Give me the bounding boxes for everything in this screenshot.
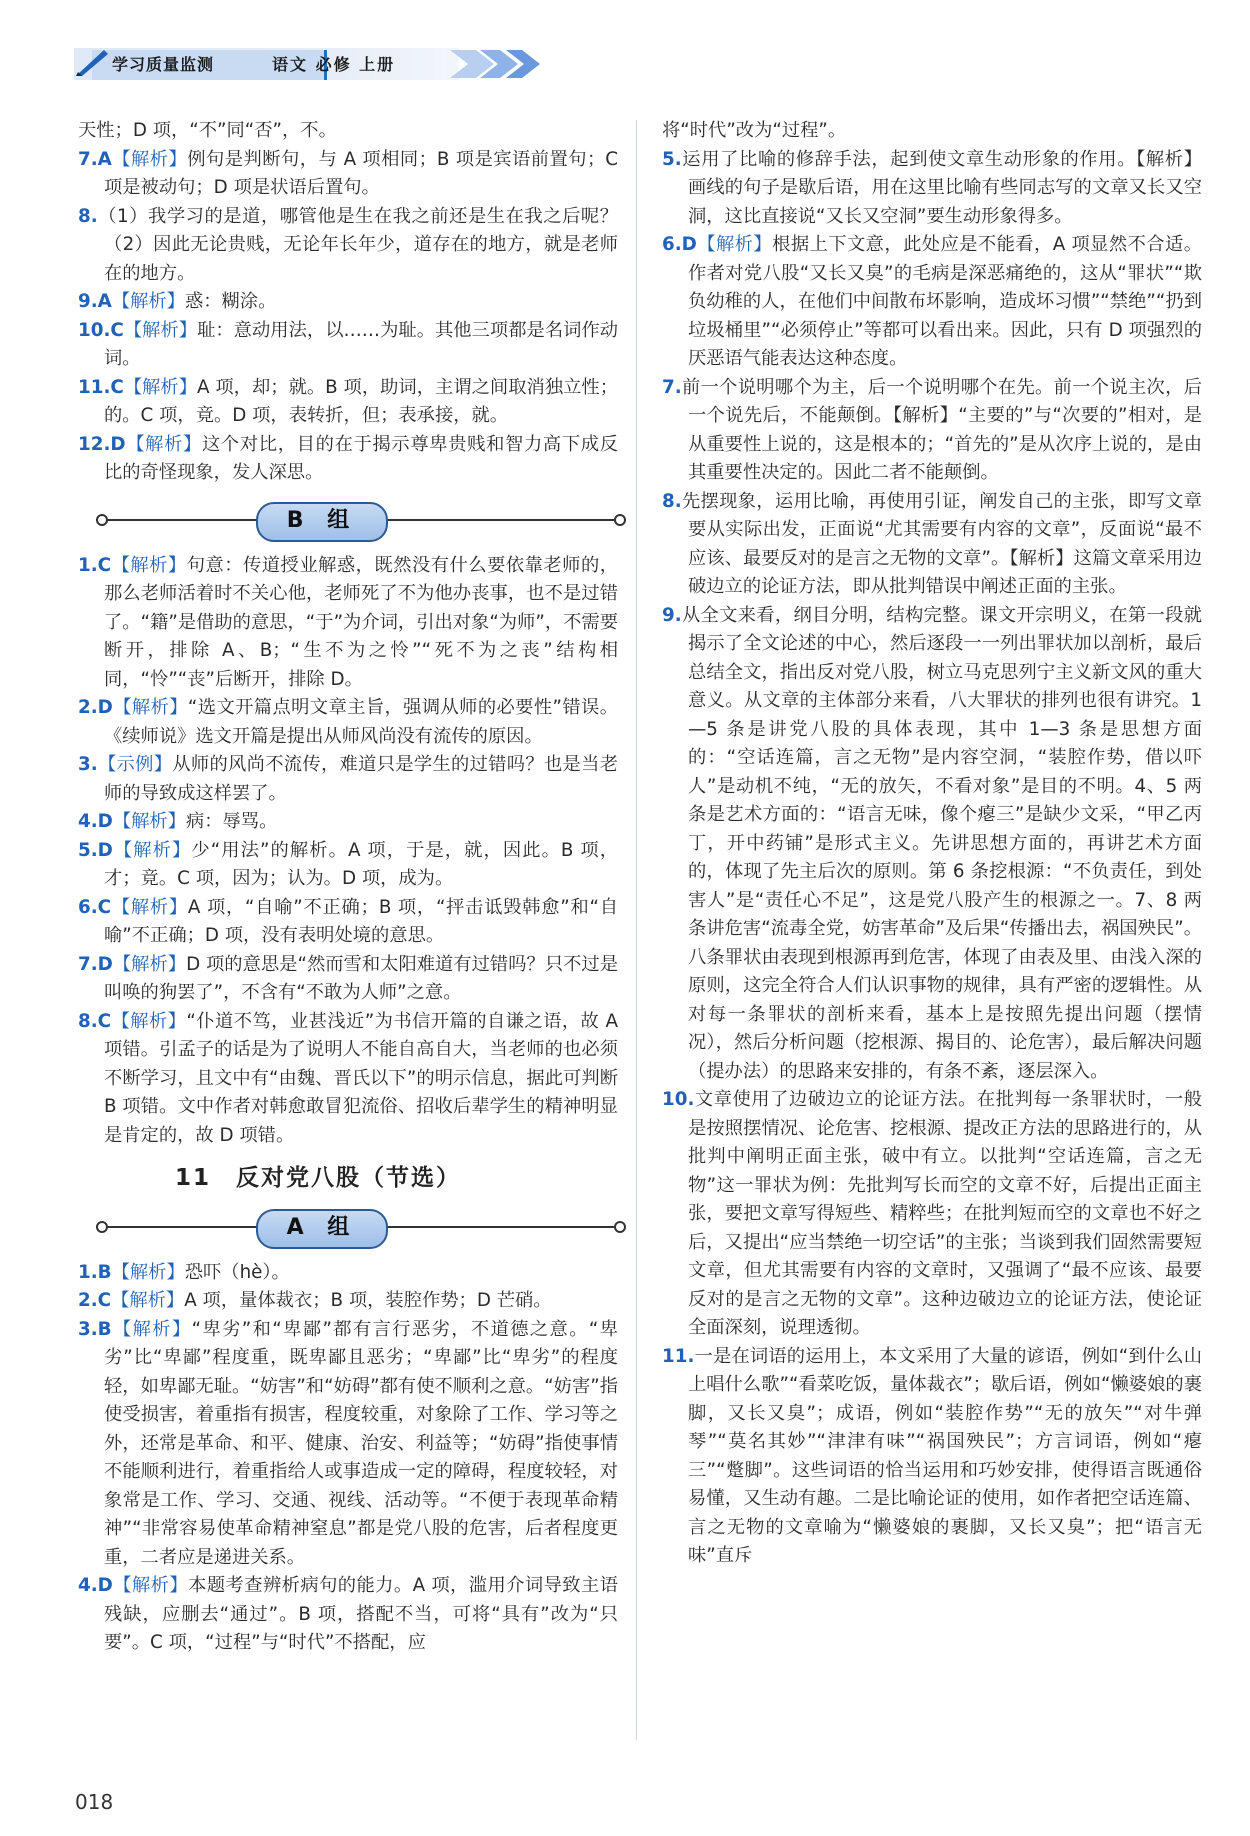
answer-item: [662, 231, 1202, 374]
answer-number: 9.A: [78, 291, 112, 312]
analysis-tag: 【解析】: [111, 1261, 185, 1283]
answer-text: 这个对比，目的在于揭示尊卑贵贱和智力高下成反比的奇怪现象，发人深思。: [104, 433, 619, 483]
left-column: [78, 117, 618, 1658]
analysis-tag: 【解析】: [112, 839, 192, 861]
answer-number: 12.D: [78, 433, 126, 455]
answer-item: [78, 951, 618, 1008]
answer-text: （1）我学习的是道，哪管他是生在我之前还是生在我之后呢？（2）因此无论贵贱，无论年长年少，道存在的地方，就是老师在的地方。: [97, 205, 618, 284]
analysis-tag: 【解析】: [112, 1575, 189, 1596]
group-a-header: [78, 1201, 618, 1251]
section-title: 11 反对党八股（节选）: [174, 1165, 461, 1191]
answer-item: [78, 894, 618, 951]
answer-item: [78, 1259, 618, 1288]
answer-item: [662, 117, 1202, 146]
answer-number: 8.: [662, 490, 682, 512]
answer-number: 7.A: [78, 148, 112, 170]
analysis-tag: 【解析】: [111, 1010, 187, 1032]
analysis-tag: 【解析】: [112, 953, 187, 975]
group-a-badge: A 组: [256, 1209, 388, 1249]
analysis-tag: 【解析】: [112, 697, 188, 718]
page-header: [74, 44, 544, 80]
answer-number: 2.C: [78, 1290, 112, 1311]
answer-text: 运用了比喻的修辞手法，起到使文章生动形象的作用。【解析】画线的句子是歇后语，用在这里比喻有些同志写的文章又长又空洞，这比直接说“又长又空洞”要生动形象得多。: [681, 148, 1202, 227]
answer-item: [78, 317, 618, 374]
answer-item: [78, 374, 618, 431]
answer-text: “仆道不笃，业甚浅近”为书信开篇的自谦之语，故 A 项错。引孟子的话是为了说明人不能自高自大，当老师的也必须不断学习，且文中有“由魏、晋氏以下”的明示信息，据此可判断 B 项错。文中作者对韩愈敢冒犯流俗、招收后辈学生的精神明显是肯定的，故 D 项错。: [104, 1010, 619, 1146]
answer-text: 本题考查辨析病句的能力。A 项，滥用介词导致主语残缺，应删去“通过”。B 项，搭配不当，可将“具有”改为“只要”。C 项，“过程”与“时代”不搭配，应: [104, 1575, 618, 1653]
answer-text: 从师的风尚不流传，难道只是学生的过错吗？也是当老师的导致成这样罢了。: [104, 754, 619, 804]
answer-text: 将“时代”改为“过程”。: [662, 120, 847, 141]
answer-text: A 项，量体裁衣；B 项，装腔作势；D 芒硝。: [184, 1290, 552, 1311]
answer-number: 8.C: [78, 1010, 112, 1032]
answer-text: 文章使用了边破边立的论证方法。在批判每一条罪状时，一般是按照摆情况、论危害、挖根源、提改正方法的思路进行的，从批判中阐明正面主张，破中有立。以批判“空话连篇，言之无物”这一罪状为例：先批判写长而空的文章不好，后提出正面主张，要把文章写得短些、精粹些；在批判短而空的文章也不好之后，又提出“应当禁绝一切空话”的主张；当谈到我们固然需要短文章，但尤其需要有内容的文章时，又强调了“最不应该、最要反对的是言之无物的文章”。这种边破边立的论证方法，使论证全面深刻，说理透彻。: [688, 1089, 1202, 1338]
chevron-right-icon: [450, 48, 546, 80]
analysis-tag: 【解析】: [125, 433, 202, 455]
analysis-tag: 【解析】: [123, 319, 198, 341]
analysis-tag: 【示例】: [97, 754, 173, 775]
answer-number: 11.: [662, 1345, 695, 1367]
header-subject: 语文 必修 上册: [272, 55, 396, 74]
answer-item: [662, 488, 1202, 602]
group-b-header: [78, 494, 618, 544]
analysis-tag: 【解析】: [111, 896, 188, 918]
answer-item: [78, 146, 618, 203]
answer-number: 4.D: [78, 811, 113, 832]
answer-text: 恐吓（hè）。: [184, 1261, 290, 1283]
answer-number: 3.B: [78, 1318, 112, 1340]
answer-number: 5.D: [78, 839, 113, 861]
pen-icon: [74, 46, 110, 76]
answer-item: [78, 552, 618, 695]
answer-text: 例句是判断句，与 A 项相同；B 项是宾语前置句；C 项是被动句；D 项是状语后置句。: [104, 148, 618, 198]
answer-item: [78, 431, 618, 488]
answer-text: A 项，“自喻”不正确；B 项，“抨击诋毁韩愈”和“自喻”不正确；D 项，没有表明处境的意思。: [104, 896, 619, 946]
answer-number: 1.C: [78, 554, 112, 576]
analysis-tag: 【解析】: [111, 148, 188, 170]
analysis-tag: 【解析】: [111, 291, 185, 312]
answer-number: 10.C: [78, 319, 124, 341]
answer-text: 耻：意动用法，以……为耻。其他三项都是名词作动词。: [104, 319, 619, 369]
answer-text: 惑：糊涂。: [184, 291, 277, 312]
answer-text: 前一个说明哪个为主，后一个说明哪个在先。前一个说主次，后一个说先后，不能颠倒。【解析】“主要的”与“次要的”相对，是从重要性上说的，这是根本的；“首先的”是从次序上说的，是由其重要性决定的。因此二者不能颠倒。: [681, 376, 1202, 483]
answer-item: [78, 117, 618, 146]
answer-item: [78, 694, 618, 751]
answer-item: [78, 1008, 618, 1151]
answer-number: 6.D: [662, 234, 697, 255]
answer-number: 7.D: [78, 953, 113, 975]
answer-list-group-a: [78, 1259, 618, 1658]
answer-number: 5.: [662, 148, 682, 170]
answer-item: [78, 1572, 618, 1658]
answer-text: “卑劣”和“卑鄙”都有言行恶劣，不道德之意。“卑劣”比“卑鄙”程度重，既卑鄙且恶劣；“卑鄙”比“卑劣”的程度轻，如卑鄙无耻。“妨害”和“妨碍”都有使不顺利之意。“妨害”指使受损害，着重指有损害，程度较重，对象除了工作、学习等之外，还常是革命、和平、健康、治安、利益等；“妨碍”指使事情不能顺利进行，着重指给人或事造成一定的障碍，程度较轻，对象常是工作、学习、交通、视线、活动等。“不便于表现革命精神”“非常容易使革命精神窒息”都是党八股的危害，后者程度更重，二者应是递进关系。: [104, 1318, 618, 1568]
analysis-tag: 【解析】: [696, 234, 773, 255]
answer-item: [78, 288, 618, 317]
header-title: 学习质量监测: [112, 55, 215, 74]
answer-text: 从全文来看，纲目分明，结构完整。课文开宗明义，在第一段就揭示了全文论述的中心，然后逐段一一列出罪状加以剖析，最后总结全文，指出反对党八股，树立马克思列宁主义新文风的重大意义。从文章的主体部分来看，八大罪状的排列也很有讲究。1—5 条是讲党八股的具体表现，其中 1—3 条是思想方面的：“空话连篇，言之无物”是内容空洞，“装腔作势，借以吓人”是动机不纯，“无的放矢，不看对象”是目的不明。4、5 两条是艺术方面的：“语言无味，像个瘪三”是缺少文采，“甲乙丙丁，开中药铺”是形式主义。先讲思想方面的，再讲艺术方面的，体现了先主后次的原则。第 6 条挖根源：“不负责任，到处害人”是“责任心不足”，这是党八股产生的根源之一。7、8 两条讲危害“流毒全党，妨害革命”及后果“传播出去，祸国殃民”。八条罪状由表现到根源再到危害，体现了由表及里、由浅入深的原则，这完全符合人们认识事物的规律，具有严密的逻辑性。从对每一条罪状的剖析来看，基本上是按照先提出问题（摆情况），然后分析问题（挖根源、揭目的、论危害），最后解决问题（提办法）的思路来安排的，有条不紊，逐层深入。: [681, 604, 1202, 1082]
answer-list-group-b: [78, 552, 618, 1151]
analysis-tag: 【解析】: [111, 1290, 185, 1311]
group-b-badge: B 组: [256, 502, 388, 542]
answer-item: [78, 751, 618, 808]
answer-item: [78, 837, 618, 894]
analysis-tag: 【解析】: [111, 1318, 192, 1340]
answer-number: 3.: [78, 754, 98, 775]
answer-number: 1.B: [78, 1261, 112, 1283]
answer-number: 2.D: [78, 697, 113, 718]
answer-text: 病：辱骂。: [185, 811, 278, 832]
answer-text: 句意：传道授业解惑，既然没有什么要依靠老师的，那么老师活着时不关心他，老师死了不为他办丧事，也不是过错了。“籍”是借助的意思，“于”为介词，引出对象“为师”，不需要断开，排除 A、B；“生不为之怜”“死不为之丧”结构相同，“怜”“丧”后断开，排除 D。: [104, 554, 619, 690]
analysis-tag: 【解析】: [123, 376, 198, 398]
page-number: 018: [75, 1790, 114, 1814]
answer-item: [78, 1287, 618, 1316]
analysis-tag: 【解析】: [111, 554, 187, 576]
answer-text: D 项的意思是“然而雪和太阳难道有过错吗？只不过是叫唤的狗罢了”，不含有“不敢为人师”之意。: [104, 953, 619, 1003]
right-column: [662, 117, 1202, 1571]
answer-item: [662, 1086, 1202, 1343]
analysis-tag: 【解析】: [112, 811, 186, 832]
answer-text: “选文开篇点明文章主旨，强调从师的必要性”错误。《续师说》选文开篇是提出从师风尚没有流传的原因。: [104, 697, 618, 747]
answer-number: 4.D: [78, 1575, 113, 1596]
answer-list-part1: [78, 117, 618, 488]
answer-text: 少“用法”的解析。A 项，于是，就，因此。B 项，才；竟。C 项，因为；认为。D 项，成为。: [104, 839, 618, 889]
answer-text: 一是在词语的运用上，本文采用了大量的谚语，例如“到什么山上唱什么歌”“看菜吃饭，量体裁衣”；歇后语，例如“懒婆娘的裹脚，又长又臭”；成语，例如“装腔作势”“无的放矢”“对牛弹琴”“莫名其妙”“津津有味”“祸国殃民”；方言词语，例如“瘪三”“蹩脚”。这些词语的恰当运用和巧妙安排，使得语言既通俗易懂，又生动有趣。二是比喻论证的使用，如作者把空话连篇、言之无物的文章喻为“懒婆娘的裹脚，又长又臭”；把“语言无味”直斥: [688, 1345, 1202, 1566]
answer-item: [78, 808, 618, 837]
answer-item: [78, 1316, 618, 1573]
column-divider: [636, 120, 637, 1740]
answer-number: 11.C: [78, 376, 124, 398]
answer-list-right: [662, 117, 1202, 1571]
answer-text: 天性；D 项，“不”同“否”，不。: [78, 120, 337, 141]
answer-item: [662, 602, 1202, 1087]
answer-number: 8.: [78, 205, 98, 227]
answer-text: 根据上下文意，此处应是不能看，A 项显然不合适。作者对党八股“又长又臭”的毛病是深恶痛绝的，这从“罪状”“欺负幼稚的人，在他们中间散布坏影响，造成坏习惯”“禁绝”“扔到垃圾桶里”“必须停止”等都可以看出来。因此，只有 D 项强烈的厌恶语气能表达这种态度。: [688, 234, 1202, 369]
answer-item: [662, 374, 1202, 488]
answer-text: 先摆现象，运用比喻，再使用引证，阐发自己的主张，即写文章要从实际出发，正面说“尤其需要有内容的文章”，反面说“最不应该、最要反对的是言之无物的文章”。【解析】这篇文章采用边破边立的论证方法，即从批判错误中阐述正面的主张。: [681, 490, 1202, 597]
answer-item: [78, 203, 618, 289]
answer-number: 7.: [662, 376, 682, 398]
answer-number: 10.: [662, 1089, 695, 1110]
answer-item: [662, 146, 1202, 232]
answer-number: 6.C: [78, 896, 112, 918]
answer-number: 9.: [662, 604, 682, 626]
answer-text: A 项，却；就。B 项，助词，主谓之间取消独立性；的。C 项，竟。D 项，表转折，但；表承接，就。: [104, 376, 619, 426]
answer-item: [662, 1343, 1202, 1571]
